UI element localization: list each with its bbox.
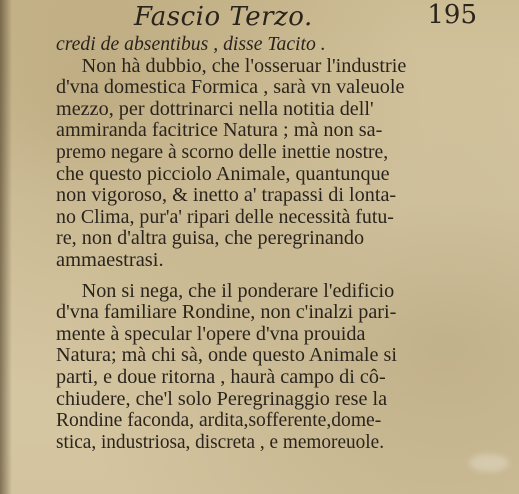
text-line: d'vna familiare Rondine, non c'inalzi pari-: [56, 301, 397, 324]
body-text: [56, 34, 508, 453]
text-line: mente à specular l'opere d'vna prouida: [56, 322, 366, 345]
text-line: che questo picciolo Animale, quantunque: [56, 162, 390, 185]
text-line: ammaestrasi.: [56, 248, 164, 271]
text-line: credi de absentibus , disse Tacito .: [56, 33, 326, 55]
text-line: no Clima, pur'a' ripari delle necessità futu-: [56, 205, 394, 228]
text-line: Rondine faconda, ardita,sofferente,dome-: [56, 409, 382, 432]
text-line: mezzo, per dottrinarci nella notitia dell': [56, 97, 374, 120]
text-line: Natura; mà chi sà, onde questo Animale si: [56, 344, 397, 367]
text-line: d'vna domestica Formica , sarà vn valeuole: [56, 76, 405, 99]
text-line: Non si nega, che il ponderare l'edificio: [81, 279, 395, 302]
page-shadow-edge: [0, 0, 12, 494]
text-line: re, non d'altra guisa, che peregrinando: [56, 227, 365, 250]
running-title: Fascio Terzo.: [134, 2, 313, 32]
text-line: chiudere, che'l solo Peregrinaggio rese la: [56, 387, 388, 410]
text-line: stica, industriosa, discreta , e memoreuole.: [56, 430, 385, 453]
text-line: premo negare à scorno delle inettie nostre,: [56, 140, 389, 163]
text-line: non vigoroso, & inetto a' trapassi di lonta-: [56, 184, 397, 207]
page-header: [60, 2, 501, 34]
text-line: parti, e doue ritorna , haurà campo di cô-: [56, 365, 386, 388]
text-line: ammiranda facitrice Natura ; mà non sa-: [56, 119, 383, 142]
text-line: Non hà dubbio, che l'osseruar l'industrie: [81, 54, 407, 77]
page-number: 195: [427, 0, 477, 30]
paper-smudge: [469, 454, 509, 472]
